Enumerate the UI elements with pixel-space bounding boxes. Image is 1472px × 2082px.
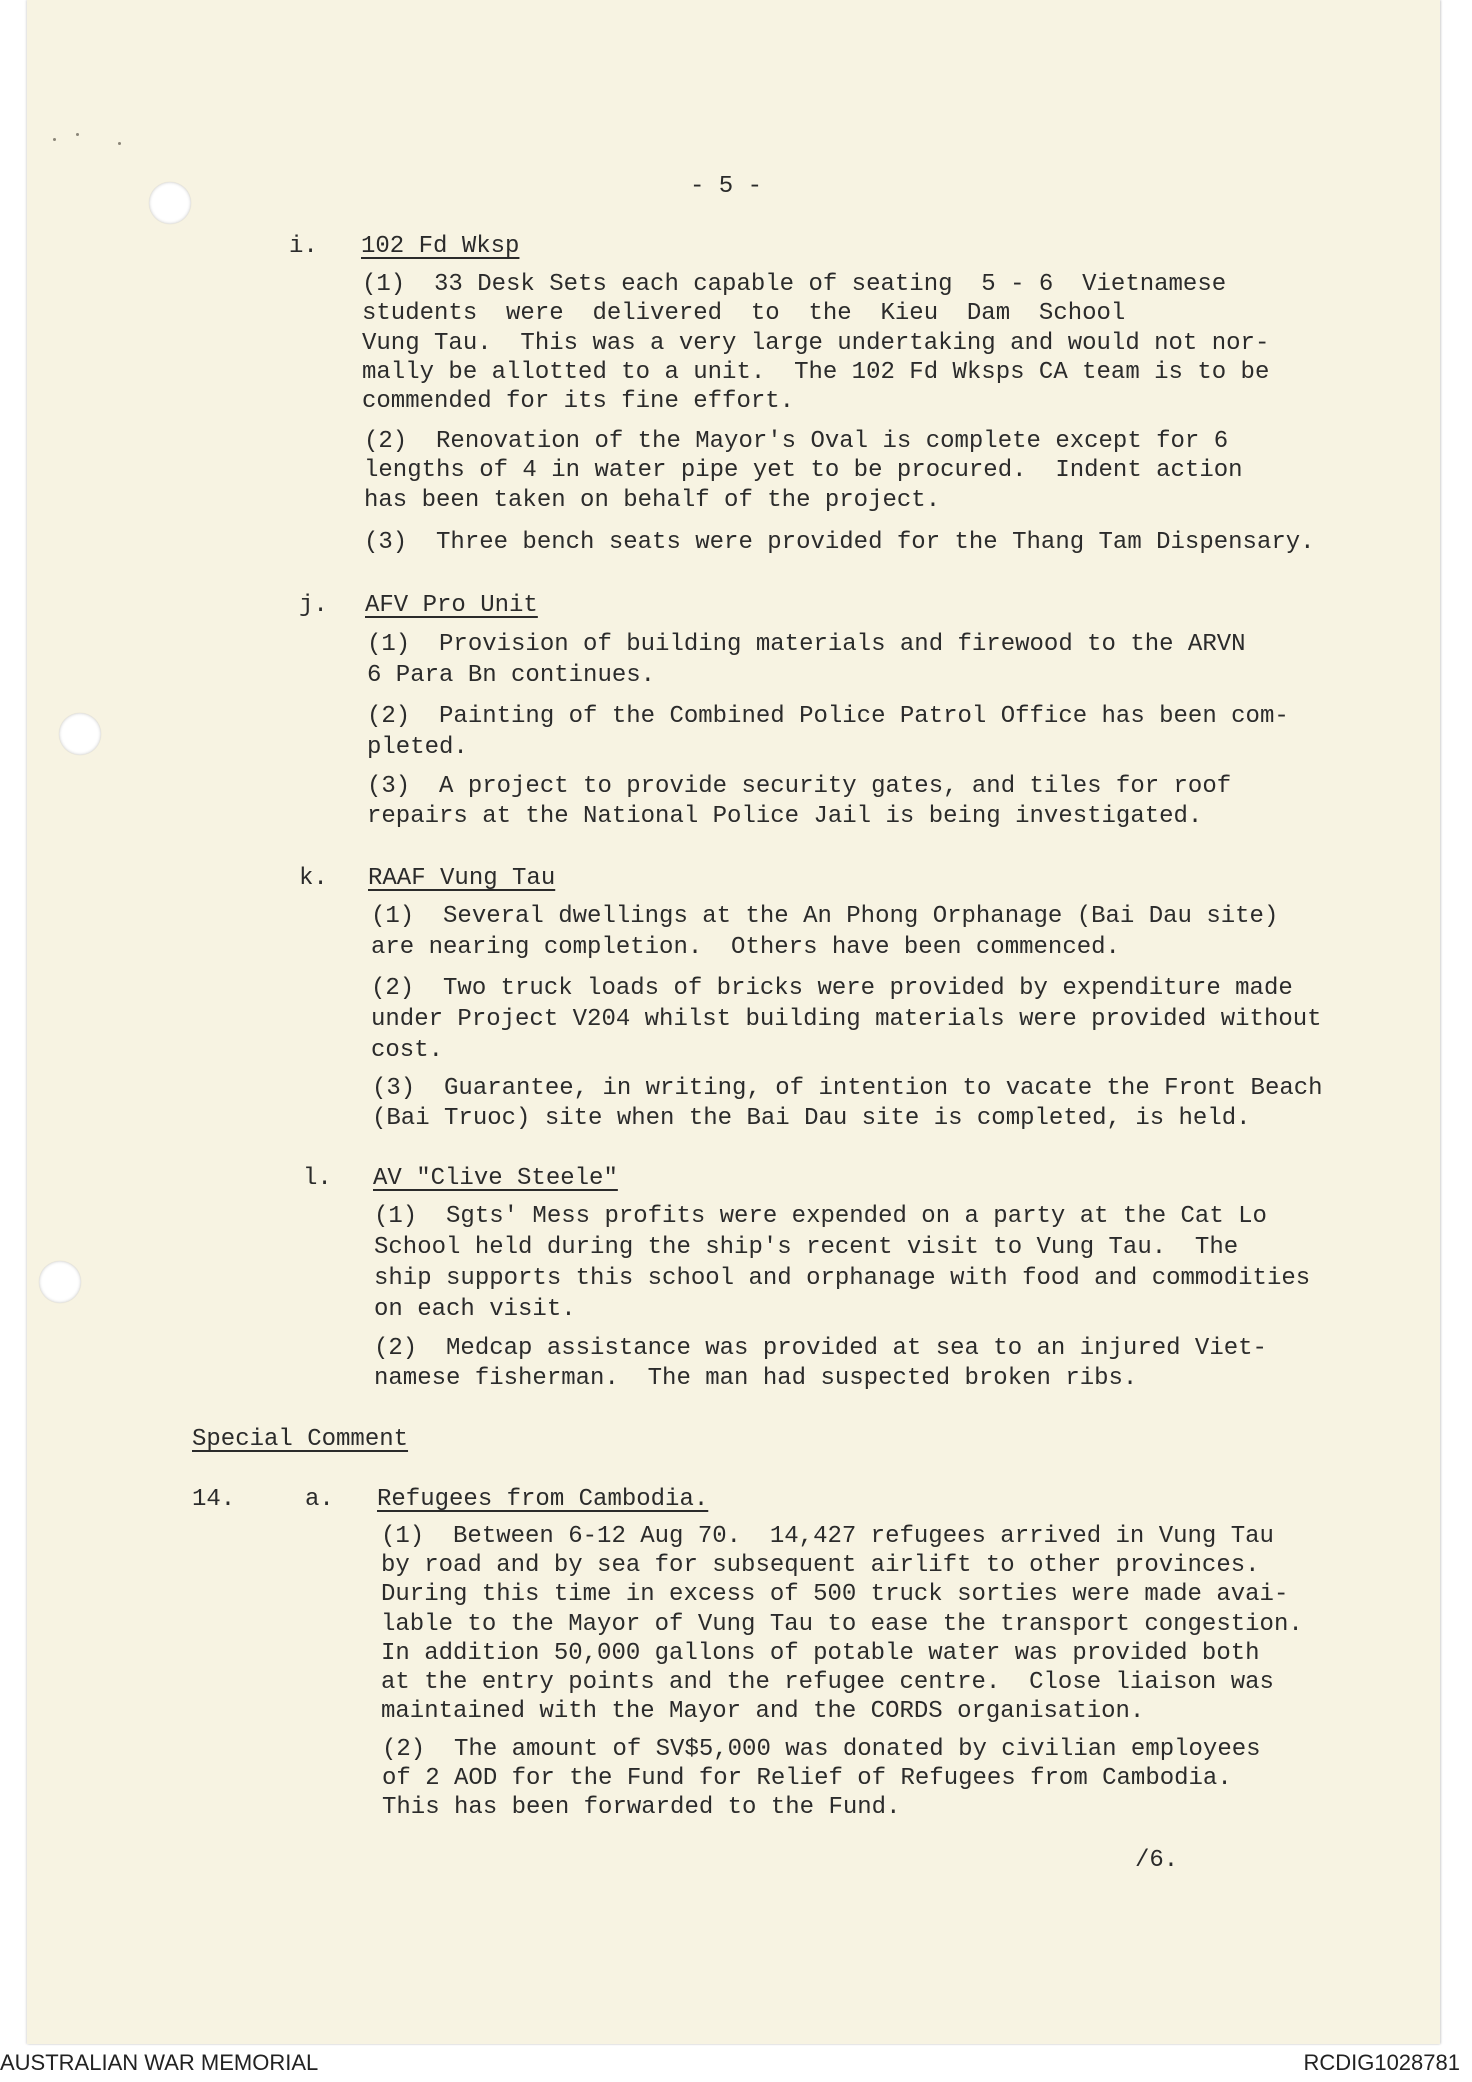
section-marker: l. [303,1165,332,1192]
sub-heading: Refugees from Cambodia. [377,1486,709,1513]
section-heading: RAAF Vung Tau [368,865,556,892]
item-paragraph [364,427,1243,515]
section-marker: j. [299,592,328,619]
footer-institution: AUSTRALIAN WAR MEMORIAL [0,2050,319,2075]
text-line: (3) Guarantee, in writing, of intention to vacate the Front Beach [372,1075,1323,1102]
punch-hole [59,713,101,755]
special-comment-heading: Special Comment [192,1426,409,1453]
text-line: on each visit. [374,1296,576,1323]
item-paragraph [372,1074,1323,1133]
text-line: under Project V204 whilst building materials were provided without [371,1006,1322,1033]
text-line: lengths of 4 in water pipe yet to be procured. Indent action [364,457,1243,485]
text-line: lable to the Mayor of Vung Tau to ease the transport congestion. [381,1610,1303,1638]
text-line: In addition 50,000 gallons of potable water was provided both [381,1639,1260,1667]
text-line: 6 Para Bn continues. [367,662,656,689]
text-line: (2) Medcap assistance was provided at sea to an injured Viet- [374,1335,1267,1362]
continuation-marker: /6. [1135,1847,1179,1874]
text-line: by road and by sea for subsequent airlift to other provinces. [381,1552,1260,1580]
text-line: ship supports this school and orphanage with food and commodities [374,1265,1311,1292]
item-paragraph [367,772,1231,831]
section-marker: k. [299,865,328,892]
paper-speck [53,138,56,141]
item-paragraph [371,901,1278,963]
text-line: Vung Tau. This was a very large undertaking and would not nor- [362,329,1270,357]
text-line: of 2 AOD for the Fund for Relief of Refugees from Cambodia. [382,1765,1232,1793]
item-paragraph [371,973,1322,1066]
text-line: namese fisherman. The man had suspected broken ribs. [374,1365,1138,1392]
text-line: (1) 33 Desk Sets each capable of seating 5 - 6 Vietnamese [362,271,1227,298]
item-paragraph [374,1334,1267,1394]
text-line: (1) Provision of building materials and firewood to the ARVN [367,631,1246,658]
text-line: (2) Painting of the Combined Police Patrol Office has been com- [367,703,1289,730]
text-line: maintained with the Mayor and the CORDS organisation. [381,1698,1145,1726]
item-paragraph [381,1522,1303,1726]
footer-record-id: RCDIG1028781 [1303,2050,1460,2075]
punch-hole [149,182,191,224]
paragraph-number: 14. [192,1486,236,1513]
text-line: students were delivered to the Kieu Dam School [362,300,1126,328]
text-line: (1) Sgts' Mess profits were expended on a party at the Cat Lo [374,1203,1267,1230]
text-line: are nearing completion. Others have been commenced. [371,934,1120,961]
text-line: (2) Renovation of the Mayor's Oval is complete except for 6 [364,428,1229,455]
text-line: at the entry points and the refugee centre. Close liaison was [381,1669,1274,1697]
text-line: (3) Three bench seats were provided for the Thang Tam Dispensary. [364,529,1315,556]
text-line: (2) Two truck loads of bricks were provided by expenditure made [371,975,1293,1002]
text-line: repairs at the National Police Jail is being investigated. [367,802,1203,830]
item-paragraph [367,701,1289,763]
text-line: commended for its fine effort. [362,388,795,416]
text-line: (3) A project to provide security gates, and tiles for roof [367,773,1232,800]
item-paragraph [362,270,1269,416]
text-line: (Bai Truoc) site when the Bai Dau site is completed, is held. [372,1104,1251,1132]
paper-speck [118,142,121,145]
item-paragraph [382,1735,1261,1823]
item-paragraph [364,528,1315,557]
section-marker: i. [289,233,318,260]
item-paragraph [367,629,1246,691]
section-heading: AV "Clive Steele" [373,1165,618,1192]
section-heading: AFV Pro Unit [365,592,538,619]
paper-speck [76,133,79,136]
item-paragraph [374,1201,1310,1325]
punch-hole [39,1261,81,1303]
page-number: - 5 - [690,173,763,200]
sub-marker: a. [305,1486,334,1513]
text-line: pleted. [367,734,468,761]
text-line: has been taken on behalf of the project. [364,486,941,514]
text-line: During this time in excess of 500 truck sorties were made avai- [381,1581,1289,1609]
text-line: cost. [371,1037,444,1064]
text-line: This has been forwarded to the Fund. [382,1794,901,1822]
section-heading: 102 Fd Wksp [361,233,520,260]
text-line: (2) The amount of SV$5,000 was donated by civilian employees [382,1736,1261,1763]
text-line: School held during the ship's recent visit to Vung Tau. The [374,1234,1239,1261]
text-line: (1) Between 6-12 Aug 70. 14,427 refugees arrived in Vung Tau [381,1523,1274,1550]
text-line: mally be allotted to a unit. The 102 Fd Wksps CA team is to be [362,358,1270,386]
text-line: (1) Several dwellings at the An Phong Orphanage (Bai Dau site) [371,903,1279,930]
